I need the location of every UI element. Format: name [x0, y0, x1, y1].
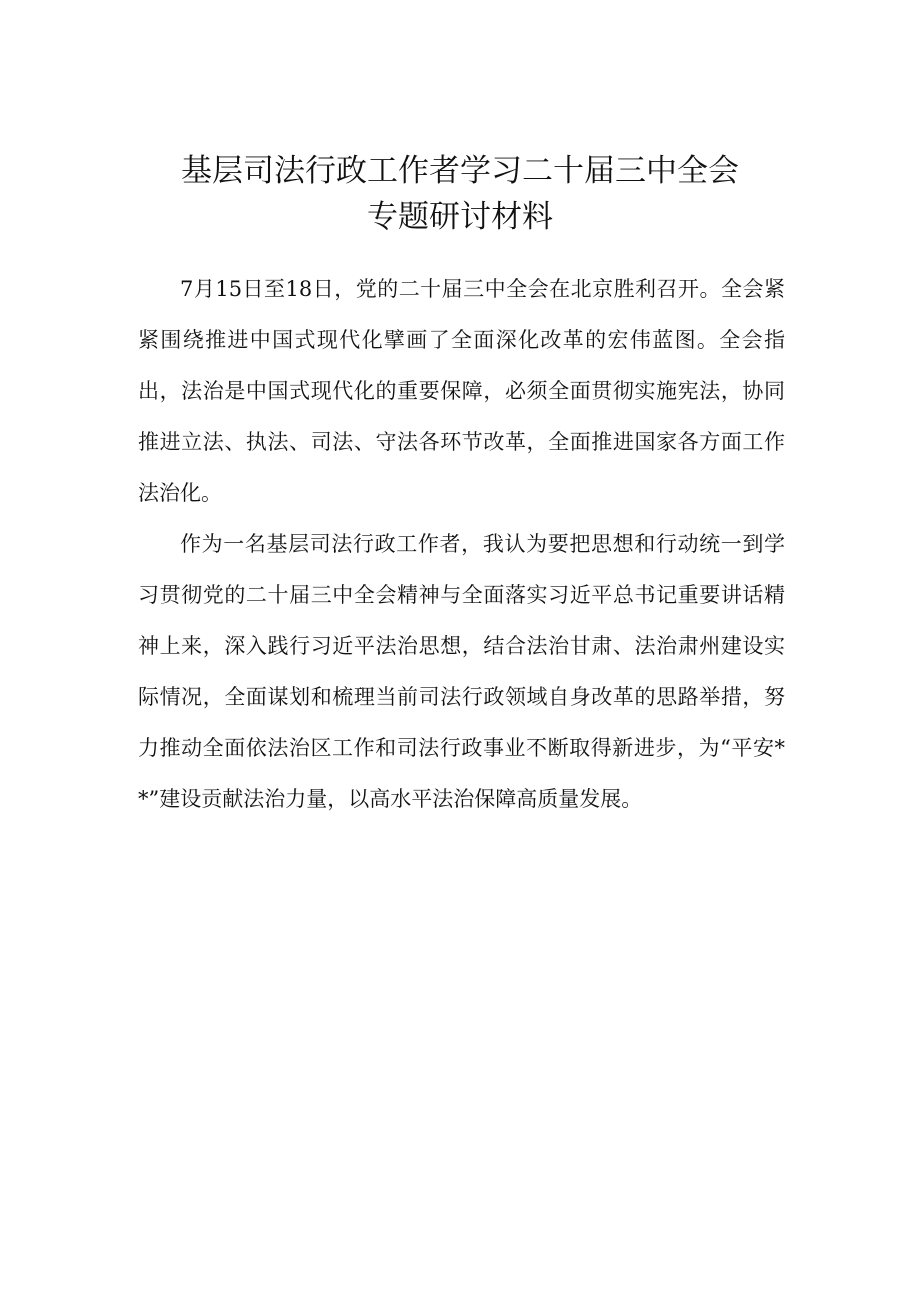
paragraph-1: 7月15日至18日，党的二十届三中全会在北京胜利召开。全会紧紧围绕推进中国式现代化擘画了全面深化改革的宏伟蓝图。全会指出，法治是中国式现代化的重要保障，必须全面贯彻实施宪法，协同推进立法、执法、司法、守法各环节改革，全面推进国家各方面工作法治化。 — [138, 277, 785, 505]
document-body — [138, 264, 785, 825]
title-line-2: 专题研讨材料 — [367, 199, 553, 235]
title-line-1: 基层司法行政工作者学习二十届三中全会 — [181, 153, 739, 189]
document-title — [0, 148, 920, 240]
paragraph-2: 作为一名基层司法行政工作者，我认为要把思想和行动统一到学习贯彻党的二十届三中全会精神与全面落实习近平总书记重要讲话精神上来，深入践行习近平法治思想，结合法治甘肃、法治肃州建设实际情况，全面谋划和梳理当前司法行政领域自身改革的思路举措，努力推动全面依法治区工作和司法行政事业不断取得新进步，为“平安**”建设贡献法治力量，以高水平法治保障高质量发展。 — [138, 532, 785, 811]
